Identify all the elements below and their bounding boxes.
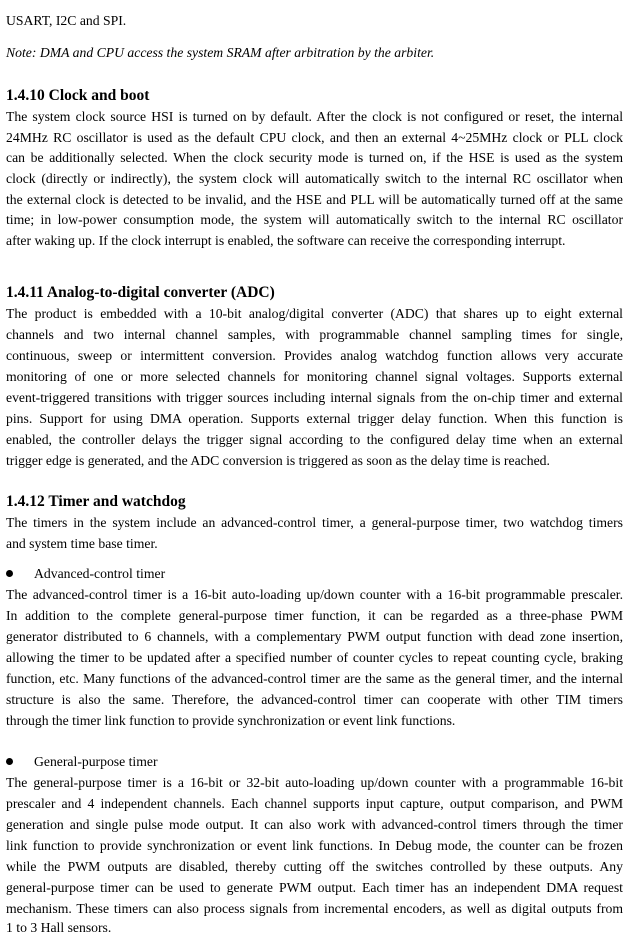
bullet-icon [6,570,13,577]
section-heading-adc: 1.4.11 Analog-to-digital converter (ADC) [6,284,275,301]
paragraph-line: The general-purpose timer is a 16-bit or 32-bit auto-loading up/down counter with a programmable 16-bit [6,775,623,790]
paragraph-line: trigger edge is generated, and the ADC conversion is triggered as soon as the delay time is reached. [6,453,550,468]
paragraph-line: continuous, sweep or intermittent conversion. Provides analog watchdog function allows very accurate [6,348,623,363]
paragraph-line: link function to provide synchronization or event link functions. In Debug mode, the counter can be frozen [6,838,623,853]
paragraph-line: the external clock is detected to be invalid, and the HSE and PLL will be automatically turned off at the same [6,192,623,207]
bullet-label: Advanced-control timer [34,566,166,581]
paragraph-line: and system time base timer. [6,536,158,551]
paragraph-line: 24MHz RC oscillator is used as the default CPU clock, and then an external 4~25MHz clock or PLL clock [6,130,623,145]
intro-line: USART, I2C and SPI. [6,13,127,28]
paragraph-line: The advanced-control timer is a 16-bit auto-loading up/down counter with a 16-bit programmable prescaler. [6,587,623,602]
bullet-icon [6,758,13,765]
dma-note: Note: DMA and CPU access the system SRAM after arbitration by the arbiter. [6,45,435,60]
paragraph-line: The system clock source HSI is turned on by default. After the clock is not configured or reset, the internal [6,109,623,124]
paragraph-line: while the PWM outputs are disabled, thereby cutting off the switches controlled by these outputs. Any [6,859,623,874]
paragraph-line: prescaler and 4 independent channels. Each channel supports input capture, output comparison, and PWM [6,796,623,811]
paragraph-line: clock (directly or indirectly), the system clock will automatically switch to the internal RC oscillator when [6,171,623,186]
paragraph-line: function, etc. Many functions of the advanced-control timer are the same as the general timer, and the internal [6,671,623,686]
paragraph-line: enabled, the controller delays the trigger signal according to the configured delay time when an external [6,432,623,447]
paragraph-line: through the timer link function to provide synchronization or event link functions. [6,713,456,728]
paragraph-line: 1 to 3 Hall sensors. [6,920,112,935]
paragraph-line: monitoring of one or more selected channels for monitoring channel signal voltages. Supports external [6,369,623,384]
paragraph-line: event-triggered transitions with trigger sources including internal signals from the on-chip timer and external [6,390,623,405]
paragraph-line: allowing the timer to be updated after a specified number of counter cycles to repeat counting cycle, braking [6,650,623,665]
paragraph-line: after waking up. If the clock interrupt is enabled, the software can receive the corresponding interrupt. [6,233,566,248]
section-heading-clock-boot: 1.4.10 Clock and boot [6,87,150,104]
paragraph-line: pins. Support for using DMA operation. Supports external trigger delay function. When this function is [6,411,623,426]
paragraph-line: can be additionally selected. When the clock security mode is turned on, if the HSE is used as the system [6,150,623,165]
paragraph-line: The timers in the system include an advanced-control timer, a general-purpose timer, two watchdog timers [6,515,623,530]
bullet-label: General-purpose timer [34,754,158,769]
section-heading-timer-watchdog: 1.4.12 Timer and watchdog [6,493,186,510]
paragraph-line: channels and two internal channel samples, with programmable channel sampling times for single, [6,327,623,342]
paragraph-line: time; in low-power consumption mode, the system will automatically switch to the internal RC oscillator [6,212,623,227]
paragraph-line: general-purpose timer can be used to generate PWM output. Each timer has an independent DMA request [6,880,623,895]
paragraph-line: In addition to the complete general-purpose timer function, it can be regarded as a three-phase PWM [6,608,623,623]
paragraph-line: generation and single pulse mode output. It can also work with advanced-control timers through the timer [6,817,623,832]
paragraph-line: generator distributed to 6 channels, with a complementary PWM output function with dead zone insertion, [6,629,623,644]
paragraph-line: mechanism. These timers can also process signals from incremental encoders, as well as digital outputs from [6,901,623,916]
paragraph-line: structure is also the same. Therefore, the advanced-control timer can cooperate with other TIM timers [6,692,623,707]
paragraph-line: The product is embedded with a 10-bit analog/digital converter (ADC) that shares up to eight external [6,306,623,321]
